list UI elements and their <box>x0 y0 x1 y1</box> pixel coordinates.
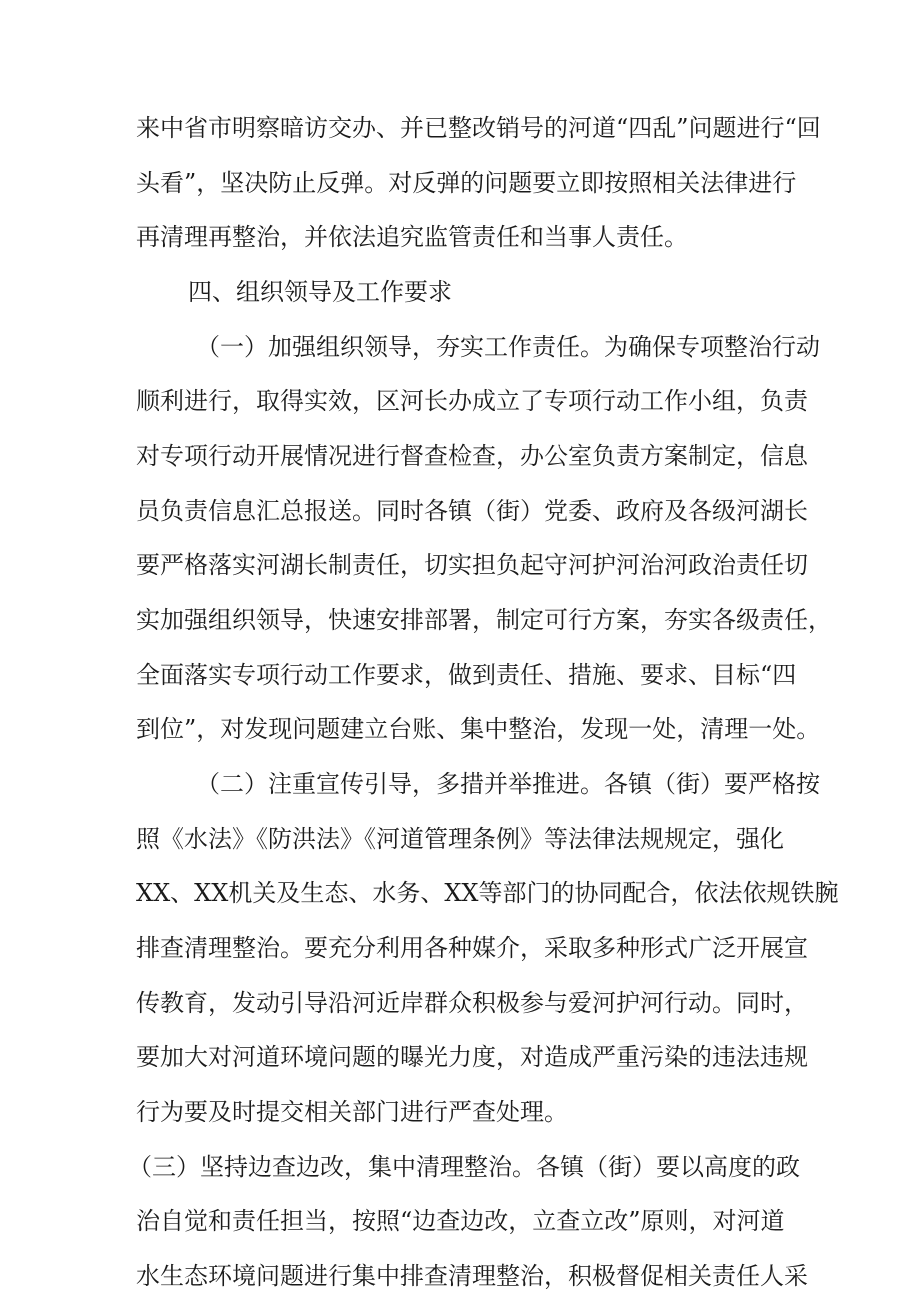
text-line: 要加大对河道环境问题的曝光力度，对造成严重污染的违法违规 <box>136 1043 808 1072</box>
text-line: （三）坚持边查边改，集中清理整治。各镇（街）要以高度的政 <box>128 1152 800 1181</box>
text-line: 头看”，坚决防止反弹。对反弹的问题要立即按照相关法律进行 <box>136 168 797 197</box>
text-line: 顺利进行，取得实效，区河长办成立了专项行动工作小组，负责 <box>136 387 808 416</box>
text-line: 来中省市明察暗访交办、并已整改销号的河道“四乱”问题进行“回 <box>136 114 821 142</box>
text-line: 照《水法》《防洪法》《河道管理条例》等法律法规规定，强化 <box>136 824 784 853</box>
text-line: 水生态环境问题进行集中排查清理整治，积极督促相关责任人采 <box>136 1262 808 1290</box>
text-line: 全面落实专项行动工作要求，做到责任、措施、要求、目标“四 <box>136 660 797 689</box>
text-line: 再清理再整治，并依法追究监管责任和当事人责任。 <box>136 223 688 252</box>
text-line: 对专项行动开展情况进行督查检查，办公室负责方案制定，信息 <box>136 442 808 470</box>
text-line: 员负责信息汇总报送。同时各镇（街）党委、政府及各级河湖长 <box>136 496 808 525</box>
text-line: 要严格落实河湖长制责任，切实担负起守河护河治河政治责任切 <box>136 551 808 580</box>
text-line: XX、XX机关及生态、水务、XX等部门的协同配合，依法依规铁腕 <box>136 879 839 908</box>
text-line: 行为要及时提交相关部门进行严查处理。 <box>136 1098 568 1126</box>
text-line: 到位”，对发现问题建立台账、集中整治，发现一处，清理一处。 <box>136 715 821 744</box>
text-line: （二）注重宣传引导，多措并举推进。各镇（街）要严格按 <box>196 770 820 798</box>
text-line: 实加强组织领导，快速安排部署，制定可行方案，夯实各级责任， <box>136 606 832 634</box>
section-heading: 四、组织领导及工作要求 <box>188 278 452 306</box>
text-line: 治自觉和责任担当，按照“边查边改，立查立改”原则，对河道 <box>136 1207 785 1236</box>
text-line: 排查清理整治。要充分利用各种媒介，采取多种形式广泛开展宣 <box>136 934 808 962</box>
text-line: （一）加强组织领导，夯实工作责任。为确保专项整治行动 <box>196 332 820 361</box>
text-line: 传教育，发动引导沿河近岸群众积极参与爱河护河行动。同时， <box>136 988 808 1017</box>
